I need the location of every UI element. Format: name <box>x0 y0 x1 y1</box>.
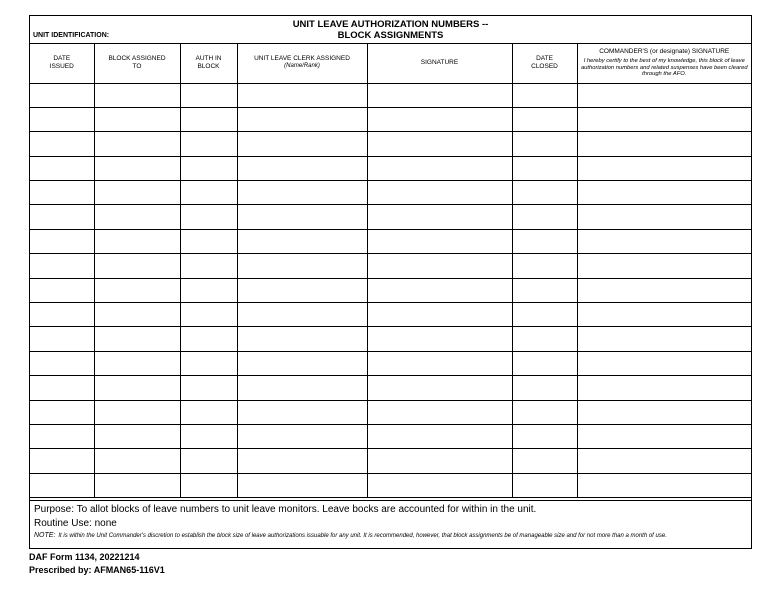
cell-clerk-assigned[interactable] <box>237 205 367 229</box>
cell-commander-signature[interactable] <box>577 303 751 327</box>
cell-signature[interactable] <box>367 449 512 473</box>
cell-commander-signature[interactable] <box>577 424 751 448</box>
cell-date-issued[interactable] <box>30 229 94 253</box>
commander-certification-text: I hereby certify to the best of my knowledge, this block of leave authorization numbers and related suspenses have been cleared through the AFO. <box>580 58 748 78</box>
col-date-closed-line1: DATE <box>536 55 553 63</box>
cell-date-closed[interactable] <box>512 303 577 327</box>
cell-clerk-assigned[interactable] <box>237 107 367 131</box>
col-date-issued <box>30 43 94 83</box>
cell-clerk-assigned[interactable] <box>237 400 367 424</box>
table-row <box>30 449 751 473</box>
cell-date-issued[interactable] <box>30 83 94 107</box>
cell-date-closed[interactable] <box>512 83 577 107</box>
cell-auth-in-block[interactable] <box>180 351 237 375</box>
form-number: DAF Form 1134, 20221214 <box>29 552 140 562</box>
cell-auth-in-block[interactable] <box>180 181 237 205</box>
cell-commander-signature[interactable] <box>577 449 751 473</box>
cell-clerk-assigned[interactable] <box>237 254 367 278</box>
cell-block-assigned[interactable] <box>94 278 180 302</box>
cell-date-issued[interactable] <box>30 327 94 351</box>
note-text: It is within the Unit Commander's discretion to establish the block size of leave authorizations issuable for any unit. It is recommended, however, that block assignments be of manageable size and for not more than a month of use. <box>58 533 667 539</box>
table-row <box>30 278 751 302</box>
cell-block-assigned[interactable] <box>94 205 180 229</box>
cell-signature[interactable] <box>367 83 512 107</box>
cell-auth-in-block[interactable] <box>180 83 237 107</box>
cell-signature[interactable] <box>367 132 512 156</box>
col-block-assigned-line1: BLOCK ASSIGNED <box>108 55 166 63</box>
cell-date-closed[interactable] <box>512 229 577 253</box>
table-row <box>30 473 751 497</box>
cell-auth-in-block[interactable] <box>180 132 237 156</box>
cell-block-assigned[interactable] <box>94 424 180 448</box>
cell-block-assigned[interactable] <box>94 327 180 351</box>
cell-auth-in-block[interactable] <box>180 449 237 473</box>
cell-auth-in-block[interactable] <box>180 473 237 497</box>
cell-block-assigned[interactable] <box>94 254 180 278</box>
col-clerk-assigned <box>237 43 367 83</box>
col-auth-in-block-line2: BLOCK <box>197 62 220 70</box>
cell-auth-in-block[interactable] <box>180 278 237 302</box>
cell-clerk-assigned[interactable] <box>237 449 367 473</box>
table-row <box>30 107 751 131</box>
unit-identification-label: UNIT IDENTIFICATION: <box>33 32 110 39</box>
cell-signature[interactable] <box>367 473 512 497</box>
cell-commander-signature[interactable] <box>577 132 751 156</box>
cell-date-closed[interactable] <box>512 351 577 375</box>
col-commander-signature-label: COMMANDER'S (or designate) SIGNATURE <box>599 47 730 55</box>
table-row <box>30 303 751 327</box>
cell-clerk-assigned[interactable] <box>237 181 367 205</box>
cell-clerk-assigned[interactable] <box>237 278 367 302</box>
cell-signature[interactable] <box>367 400 512 424</box>
cell-date-closed[interactable] <box>512 132 577 156</box>
cell-date-closed[interactable] <box>512 181 577 205</box>
cell-date-closed[interactable] <box>512 327 577 351</box>
col-clerk-assigned-sub: (Name/Rank) <box>284 62 320 69</box>
cell-auth-in-block[interactable] <box>180 376 237 400</box>
cell-date-issued[interactable] <box>30 156 94 180</box>
table-row <box>30 400 751 424</box>
form-title-line2: BLOCK ASSIGNMENTS <box>337 29 444 41</box>
form-title-line1: UNIT LEAVE AUTHORIZATION NUMBERS -- <box>292 19 489 30</box>
cell-clerk-assigned[interactable] <box>237 327 367 351</box>
cell-signature[interactable] <box>367 205 512 229</box>
cell-commander-signature[interactable] <box>577 351 751 375</box>
purpose-text: Purpose: To allot blocks of leave numbers to unit leave monitors. Leave bocks are accounted for within in the unit. <box>34 504 537 515</box>
cell-auth-in-block[interactable] <box>180 303 237 327</box>
cell-clerk-assigned[interactable] <box>237 156 367 180</box>
cell-auth-in-block[interactable] <box>180 424 237 448</box>
cell-block-assigned[interactable] <box>94 156 180 180</box>
cell-signature[interactable] <box>367 254 512 278</box>
cell-auth-in-block[interactable] <box>180 156 237 180</box>
cell-commander-signature[interactable] <box>577 229 751 253</box>
cell-clerk-assigned[interactable] <box>237 351 367 375</box>
col-date-closed <box>512 43 577 83</box>
block-assignments-table <box>30 43 751 498</box>
cell-date-issued[interactable] <box>30 278 94 302</box>
leave-authorization-form <box>29 15 752 549</box>
cell-date-issued[interactable] <box>30 181 94 205</box>
cell-signature[interactable] <box>367 156 512 180</box>
cell-signature[interactable] <box>367 376 512 400</box>
form-footer <box>30 500 751 549</box>
note <box>34 532 744 540</box>
cell-commander-signature[interactable] <box>577 156 751 180</box>
cell-clerk-assigned[interactable] <box>237 83 367 107</box>
cell-block-assigned[interactable] <box>94 473 180 497</box>
cell-commander-signature[interactable] <box>577 181 751 205</box>
col-block-assigned <box>94 43 180 83</box>
cell-clerk-assigned[interactable] <box>237 229 367 253</box>
cell-date-issued[interactable] <box>30 132 94 156</box>
col-clerk-assigned-label: UNIT LEAVE CLERK ASSIGNED <box>254 55 350 63</box>
cell-auth-in-block[interactable] <box>180 327 237 351</box>
cell-block-assigned[interactable] <box>94 229 180 253</box>
cell-block-assigned[interactable] <box>94 449 180 473</box>
col-auth-in-block-line1: AUTH IN <box>195 55 222 63</box>
table-row <box>30 327 751 351</box>
cell-signature[interactable] <box>367 303 512 327</box>
cell-date-issued[interactable] <box>30 254 94 278</box>
cell-commander-signature[interactable] <box>577 107 751 131</box>
cell-commander-signature[interactable] <box>577 473 751 497</box>
cell-block-assigned[interactable] <box>94 376 180 400</box>
cell-date-closed[interactable] <box>512 424 577 448</box>
table-row <box>30 181 751 205</box>
cell-date-issued[interactable] <box>30 107 94 131</box>
cell-date-closed[interactable] <box>512 376 577 400</box>
cell-date-closed[interactable] <box>512 473 577 497</box>
cell-date-closed[interactable] <box>512 156 577 180</box>
cell-commander-signature[interactable] <box>577 327 751 351</box>
col-date-closed-line2: CLOSED <box>531 62 558 70</box>
cell-clerk-assigned[interactable] <box>237 132 367 156</box>
cell-commander-signature[interactable] <box>577 205 751 229</box>
cell-commander-signature[interactable] <box>577 400 751 424</box>
col-signature: SIGNATURE <box>367 43 512 83</box>
cell-signature[interactable] <box>367 107 512 131</box>
table-row <box>30 424 751 448</box>
form-header <box>30 16 751 44</box>
cell-commander-signature[interactable] <box>577 278 751 302</box>
cell-date-issued[interactable] <box>30 376 94 400</box>
cell-clerk-assigned[interactable] <box>237 303 367 327</box>
cell-signature[interactable] <box>367 278 512 302</box>
cell-date-issued[interactable] <box>30 303 94 327</box>
table-header-row <box>30 43 751 83</box>
cell-auth-in-block[interactable] <box>180 107 237 131</box>
cell-date-closed[interactable] <box>512 254 577 278</box>
cell-block-assigned[interactable] <box>94 181 180 205</box>
col-block-assigned-line2: TO <box>132 62 142 70</box>
cell-block-assigned[interactable] <box>94 303 180 327</box>
table-row <box>30 83 751 107</box>
col-commander-signature <box>577 43 751 83</box>
cell-block-assigned[interactable] <box>94 351 180 375</box>
cell-commander-signature[interactable] <box>577 254 751 278</box>
cell-block-assigned[interactable] <box>94 83 180 107</box>
cell-clerk-assigned[interactable] <box>237 424 367 448</box>
cell-date-issued[interactable] <box>30 351 94 375</box>
table-row <box>30 254 751 278</box>
cell-date-closed[interactable] <box>512 205 577 229</box>
note-label: NOTE: <box>34 532 56 539</box>
cell-date-issued[interactable] <box>30 400 94 424</box>
routine-use-text: Routine Use: none <box>34 518 117 529</box>
cell-date-issued[interactable] <box>30 424 94 448</box>
cell-clerk-assigned[interactable] <box>237 376 367 400</box>
cell-date-closed[interactable] <box>512 107 577 131</box>
cell-auth-in-block[interactable] <box>180 254 237 278</box>
cell-date-closed[interactable] <box>512 400 577 424</box>
cell-date-issued[interactable] <box>30 473 94 497</box>
prescribed-by: Prescribed by: AFMAN65-116V1 <box>29 565 165 575</box>
form-title <box>30 20 751 41</box>
cell-signature[interactable] <box>367 229 512 253</box>
col-date-issued-line2: ISSUED <box>49 62 74 70</box>
col-auth-in-block <box>180 43 237 83</box>
cell-block-assigned[interactable] <box>94 132 180 156</box>
table-row <box>30 205 751 229</box>
cell-date-issued[interactable] <box>30 205 94 229</box>
cell-auth-in-block[interactable] <box>180 400 237 424</box>
table-body <box>30 83 751 498</box>
table-row <box>30 229 751 253</box>
cell-auth-in-block[interactable] <box>180 229 237 253</box>
cell-signature[interactable] <box>367 424 512 448</box>
cell-signature[interactable] <box>367 351 512 375</box>
col-date-issued-line1: DATE <box>53 55 71 63</box>
cell-date-closed[interactable] <box>512 449 577 473</box>
table-row <box>30 351 751 375</box>
cell-signature[interactable] <box>367 327 512 351</box>
table-row <box>30 376 751 400</box>
table-row <box>30 156 751 180</box>
cell-block-assigned[interactable] <box>94 107 180 131</box>
table-row <box>30 132 751 156</box>
cell-block-assigned[interactable] <box>94 400 180 424</box>
cell-date-closed[interactable] <box>512 278 577 302</box>
cell-date-issued[interactable] <box>30 449 94 473</box>
cell-clerk-assigned[interactable] <box>237 473 367 497</box>
cell-auth-in-block[interactable] <box>180 205 237 229</box>
cell-commander-signature[interactable] <box>577 83 751 107</box>
cell-signature[interactable] <box>367 181 512 205</box>
cell-commander-signature[interactable] <box>577 376 751 400</box>
